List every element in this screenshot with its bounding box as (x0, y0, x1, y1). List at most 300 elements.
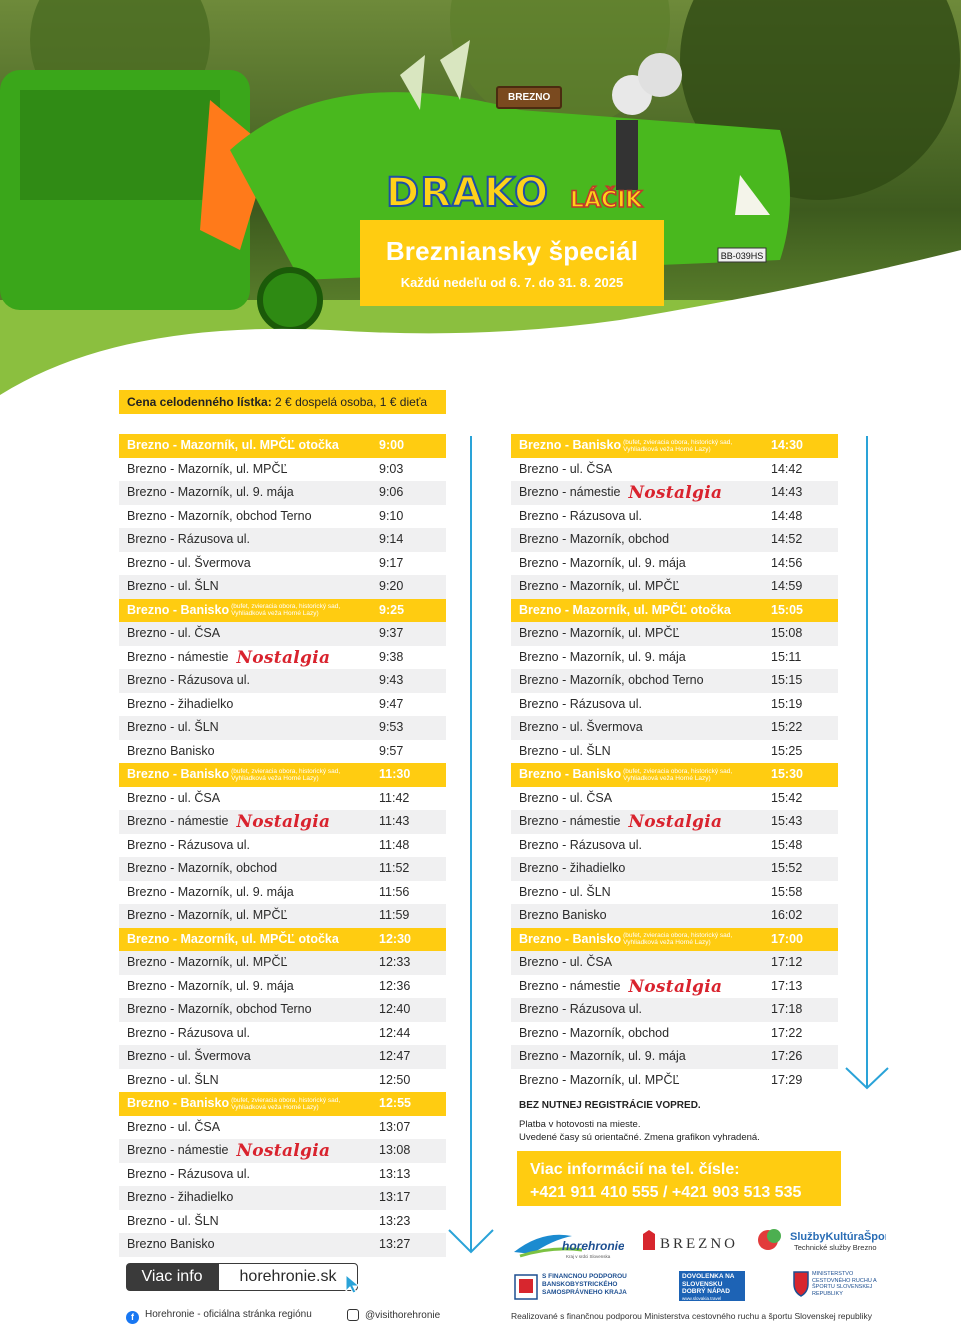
timetable-row (119, 881, 446, 905)
stop-name: Brezno - Mazorník, obchod (127, 861, 278, 875)
departure-time: 17:00 (771, 931, 803, 946)
timetable-row (119, 1163, 446, 1187)
departure-time: 17:29 (771, 1072, 803, 1087)
instagram-label: @visithorehronie (365, 1310, 441, 1321)
page-title: Brezniansky špeciál (385, 236, 639, 266)
banisko-note: (bufet, zvieracia obora, historický sad, Vyhliadková veža Horné Lazy) (231, 767, 341, 782)
timetable-row (511, 787, 838, 811)
stop-cell (127, 434, 339, 458)
stop-name: Brezno - Mazorník, ul. 9. mája (519, 555, 686, 570)
departure-time: 9:57 (379, 743, 404, 758)
timetable-row (119, 552, 446, 576)
stop-cell (519, 528, 669, 552)
departure-time: 13:27 (379, 1237, 411, 1251)
stop-cell (127, 834, 250, 858)
timetable-row (511, 881, 838, 905)
stop-name: Brezno - námestie (127, 1143, 229, 1157)
logo-lacik-text: LÁČIK (570, 188, 643, 213)
departure-time: 13:07 (379, 1119, 411, 1134)
horehronie-logo-tagline: Kraj v srdci Slovenska (566, 1254, 611, 1259)
timetable-row (511, 552, 838, 576)
timetable-row (511, 716, 838, 740)
stop-cell (127, 857, 277, 881)
disclaimer-text: Uvedené časy sú orientačné. Zmena grafikon vyhradená. (519, 1132, 760, 1143)
ministry-logo (792, 1270, 888, 1304)
stop-name: Brezno - Mazorník, ul. MPČĽ (127, 955, 288, 969)
timetable-departure-row (119, 1092, 446, 1116)
departure-time: 15:43 (771, 814, 803, 828)
timetable-row (511, 481, 838, 505)
brezno-sign: BREZNO (496, 86, 562, 109)
timetable-departure-row (511, 434, 838, 458)
timetable-row (119, 481, 446, 505)
timetable-row (119, 458, 446, 482)
stop-cell (519, 434, 755, 458)
stop-cell (127, 669, 250, 693)
departure-time: 11:43 (379, 814, 410, 828)
stop-cell (519, 998, 642, 1022)
stop-cell (519, 787, 612, 811)
stop-cell (127, 928, 339, 952)
stop-name: Brezno - Banisko (127, 1096, 230, 1110)
stop-name: Brezno - Rázusova ul. (127, 1166, 250, 1181)
stop-cell (127, 787, 220, 811)
departure-time: 15:25 (771, 743, 803, 758)
timetable-row (511, 528, 838, 552)
timetable-row (511, 669, 838, 693)
stop-name: Brezno - ul. ČSA (127, 1119, 221, 1134)
departure-time: 12:47 (379, 1049, 411, 1063)
timetable-row (119, 693, 446, 717)
stop-name: Brezno - Mazorník, ul. 9. mája (127, 978, 294, 993)
departure-time: 12:36 (379, 978, 411, 993)
stop-cell (127, 1045, 251, 1069)
stop-cell (519, 1069, 679, 1093)
timetable-row (511, 1069, 838, 1093)
timetable-row (119, 1022, 446, 1046)
stop-cell (127, 881, 294, 905)
timetable-departure-row (511, 599, 838, 623)
brezno-logo (640, 1228, 744, 1254)
banisko-note: (bufet, zvieracia obora, historický sad, Vyhliadková veža Horné Lazy) (623, 438, 733, 453)
departure-time: 13:23 (379, 1213, 411, 1228)
departure-time: 14:48 (771, 508, 803, 523)
departure-time: 14:42 (771, 461, 803, 476)
stop-name: Brezno - námestie (127, 649, 229, 664)
stop-cell (519, 693, 642, 717)
stop-cell (519, 951, 612, 975)
departure-time: 17:22 (771, 1025, 803, 1040)
departure-time: 12:50 (379, 1072, 411, 1087)
departure-time: 11:52 (379, 861, 410, 875)
payment-text: Platba v hotovosti na mieste. (519, 1119, 641, 1130)
nostalgia-logo: Nostalgia (236, 1141, 331, 1161)
timetable-departure-row (119, 928, 446, 952)
stop-cell (519, 810, 722, 835)
timetable-row (511, 575, 838, 599)
stop-cell (519, 646, 686, 670)
departure-time: 16:02 (771, 908, 803, 922)
stop-name: Brezno - Rázusova ul. (519, 837, 642, 852)
timetable-row (119, 904, 446, 928)
timetable-row (119, 810, 446, 834)
ticket-price-value: 2 € dospelá osoba, 1 € dieťa (275, 395, 427, 409)
stop-name: Brezno - žihadielko (127, 1190, 234, 1204)
timetable-row (511, 834, 838, 858)
departure-time: 14:56 (771, 555, 803, 570)
timetable-row (119, 975, 446, 999)
title-badge (360, 220, 664, 306)
stop-cell (519, 481, 722, 506)
page-subtitle: Každú nedeľu od 6. 7. do 31. 8. 2025 (400, 275, 624, 290)
ministry-logo-text: MINISTERSTVO CESTOVNÉHO RUCHU A ŠPORTU SLOVENSKEJ REPUBLIKY (812, 1271, 877, 1297)
departure-time: 13:13 (379, 1166, 411, 1181)
timetable-row (511, 810, 838, 834)
timetable-row (511, 693, 838, 717)
stop-cell (519, 740, 611, 764)
departure-time: 15:05 (771, 602, 803, 617)
departure-time: 15:15 (771, 673, 803, 687)
timetable-row (511, 1045, 838, 1069)
timetable-row (119, 669, 446, 693)
timetable-row (119, 834, 446, 858)
timetable-row (511, 857, 838, 881)
license-plate: BB-039HS (720, 251, 764, 261)
timetable-row (119, 528, 446, 552)
departure-time: 15:22 (771, 720, 803, 734)
departure-time: 17:13 (771, 978, 803, 993)
departure-time: 14:52 (771, 532, 803, 546)
stop-cell (127, 481, 294, 505)
stop-name: Brezno - ul. ŠLN (127, 1072, 219, 1087)
stop-name: Brezno - ul. Švermova (519, 720, 643, 734)
stop-name: Brezno - Rázusova ul. (519, 1002, 642, 1016)
departure-time: 9:03 (379, 461, 404, 476)
stop-name: Brezno - ul. ŠLN (127, 1213, 219, 1228)
stop-cell (127, 998, 312, 1022)
stop-name: Brezno - ul. Švermova (127, 1049, 251, 1063)
timetable-departure-row (511, 763, 838, 787)
banisko-note: (bufet, zvieracia obora, historický sad, Vyhliadková veža Horné Lazy) (623, 932, 733, 947)
direction-arrow-left (445, 436, 497, 1256)
sks-logo-text: SlužbyKultúraŠport (790, 1231, 886, 1243)
stop-name: Brezno - žihadielko (127, 696, 234, 711)
departure-time: 14:59 (771, 579, 803, 593)
timetable-row (511, 975, 838, 999)
hero-banner (0, 0, 961, 420)
departure-time: 9:17 (379, 555, 404, 570)
timetable-row (511, 458, 838, 482)
stop-name: Brezno - ul. ŠLN (127, 720, 219, 734)
timetable-row (119, 716, 446, 740)
stop-name: Brezno - Banisko (127, 602, 230, 617)
departure-time: 9:25 (379, 602, 405, 617)
departure-time: 15:11 (771, 649, 802, 664)
stop-name: Brezno - Mazorník, ul. 9. mája (519, 1049, 686, 1063)
website-link[interactable]: horehronie.sk (218, 1263, 358, 1291)
departure-time: 12:30 (379, 931, 411, 946)
stop-cell (519, 928, 755, 952)
departure-time: 9:10 (379, 508, 404, 523)
stop-cell (519, 716, 643, 740)
departure-time: 17:18 (771, 1002, 803, 1016)
stop-cell (127, 951, 287, 975)
bbsk-logo-text: S FINANČNOU PODPOROU BANSKOBYSTRICKÉHO SAMOSPRÁVNEHO KRAJA (542, 1273, 627, 1296)
stop-name: Brezno - Banisko (127, 767, 230, 781)
direction-arrow-right (843, 436, 893, 1092)
stop-name: Brezno - Mazorník, ul. 9. mája (127, 884, 294, 899)
stop-name: Brezno - Mazorník, ul. MPČĽ (519, 579, 680, 593)
stop-cell (519, 857, 625, 881)
stop-cell (127, 1069, 219, 1093)
stop-name: Brezno Banisko (519, 908, 607, 922)
more-info-box[interactable] (126, 1263, 356, 1291)
stop-cell (127, 904, 287, 928)
departure-time: 15:42 (771, 790, 803, 805)
departure-time: 11:42 (379, 790, 410, 805)
timetable-row (119, 622, 446, 646)
timetable-left (119, 434, 446, 1257)
stop-name: Brezno - námestie (519, 978, 621, 993)
timetable-row (119, 857, 446, 881)
stop-name: Brezno - námestie (127, 814, 229, 828)
stop-cell (519, 505, 642, 529)
stop-name: Brezno - ul. ŠLN (519, 884, 611, 899)
departure-time: 14:43 (771, 485, 803, 499)
departure-time: 11:48 (379, 837, 410, 852)
facebook-icon: f (126, 1311, 139, 1324)
phone-box (517, 1151, 841, 1206)
stop-name: Brezno - Banisko (519, 767, 622, 781)
departure-time: 9:38 (379, 649, 404, 664)
departure-time: 12:40 (379, 1002, 411, 1016)
stop-name: Brezno - Mazorník, obchod Terno (127, 508, 312, 523)
stop-cell (519, 904, 607, 928)
stop-name: Brezno - Mazorník, ul. MPČĽ (519, 626, 680, 640)
nostalgia-logo: Nostalgia (236, 812, 331, 832)
logo-drako-text: DRAKO (386, 170, 550, 216)
departure-time: 9:53 (379, 720, 404, 734)
departure-time: 9:47 (379, 696, 404, 711)
stop-cell (127, 1163, 250, 1187)
departure-time: 12:55 (379, 1096, 411, 1110)
departure-time: 17:12 (771, 955, 803, 969)
timetable-departure-row (511, 928, 838, 952)
dovolenka-logo-text: DOVOLENKA NA SLOVENSKU DOBRÝ NÁPAD (682, 1273, 735, 1295)
stop-cell (127, 1139, 330, 1164)
horehronie-logo (512, 1226, 624, 1260)
instagram-link[interactable] (347, 1309, 440, 1321)
stop-cell (127, 1022, 250, 1046)
departure-time: 13:17 (379, 1190, 411, 1204)
stop-cell (127, 763, 363, 787)
departure-time: 11:59 (379, 908, 410, 922)
stop-name: Brezno - ul. Švermova (127, 555, 251, 570)
timetable-row (119, 1116, 446, 1140)
stop-cell (127, 622, 220, 646)
stop-name: Brezno - Rázusova ul. (127, 837, 250, 852)
timetable-row (511, 740, 838, 764)
drakolacik-logo (358, 92, 668, 230)
stop-name: Brezno - Banisko (519, 438, 622, 452)
stop-name: Brezno - Mazorník, ul. MPČĽ otočka (127, 931, 339, 946)
timetable-row (119, 575, 446, 599)
ticket-price-label: Cena celodenného lístka: (127, 395, 272, 409)
timetable-row (511, 505, 838, 529)
timetable-row (119, 1186, 446, 1210)
brezno-logo-text: BREZNO (660, 1236, 738, 1252)
no-registration-text: BEZ NUTNEJ REGISTRÁCIE VOPRED. (519, 1100, 701, 1111)
nostalgia-logo: Nostalgia (628, 976, 723, 997)
stop-name: Brezno - Mazorník, ul. MPČĽ (127, 908, 288, 922)
dovolenka-logo (679, 1271, 745, 1301)
stop-cell (127, 646, 330, 671)
stop-name: Brezno - Mazorník, obchod Terno (519, 673, 704, 687)
stop-name: Brezno - Rázusova ul. (127, 532, 250, 546)
dovolenka-logo-url: www.slovakia.travel (682, 1295, 722, 1301)
departure-time: 15:48 (771, 837, 803, 852)
stop-cell (127, 599, 363, 623)
facebook-link[interactable] (126, 1309, 312, 1324)
stop-name: Brezno - Mazorník, ul. 9. mája (519, 649, 686, 664)
stop-name: Brezno - Rázusova ul. (519, 696, 642, 711)
timetable-row (119, 1233, 446, 1257)
timetable-row (119, 1210, 446, 1234)
nostalgia-logo: Nostalgia (236, 647, 331, 668)
timetable-row (119, 1139, 446, 1163)
stop-cell (127, 810, 330, 835)
timetable-row (511, 904, 838, 928)
banisko-note: (bufet, zvieracia obora, historický sad, Vyhliadková veža Horné Lazy) (231, 603, 341, 618)
departure-time: 9:14 (379, 532, 404, 546)
stop-name: Brezno - Mazorník, ul. 9. mája (127, 485, 294, 499)
ticket-price-bar (119, 390, 446, 414)
nostalgia-logo: Nostalgia (628, 483, 723, 503)
facebook-label: Horehronie - oficiálna stránka regiónu (145, 1309, 312, 1320)
stop-cell (127, 716, 219, 740)
timetable-row (511, 622, 838, 646)
stop-name: Brezno - ul. ČSA (519, 790, 613, 805)
timetable-row (119, 787, 446, 811)
stop-cell (127, 505, 312, 529)
timetable-row (511, 951, 838, 975)
timetable-row (511, 1022, 838, 1046)
stop-cell (519, 552, 686, 576)
stop-cell (127, 693, 233, 717)
departure-time: 15:52 (771, 861, 803, 875)
timetable-row (119, 998, 446, 1022)
departure-time: 9:37 (379, 626, 404, 640)
stop-cell (127, 552, 251, 576)
stop-name: Brezno - Mazorník, ul. MPČĽ (127, 461, 288, 476)
stop-cell (519, 834, 642, 858)
more-info-label: Viac info (126, 1263, 218, 1291)
departure-time: 13:08 (379, 1143, 411, 1157)
departure-time: 15:19 (771, 696, 803, 711)
stop-name: Brezno - námestie (519, 485, 621, 499)
timetable-row (119, 505, 446, 529)
stop-cell (127, 575, 219, 599)
stop-cell (519, 599, 731, 623)
stop-cell (127, 975, 294, 999)
stop-name: Brezno - ul. ČSA (519, 955, 613, 969)
stop-name: Brezno - Rázusova ul. (127, 1025, 250, 1040)
phone-numbers[interactable]: +421 911 410 555 / +421 903 513 535 (530, 1184, 802, 1201)
stop-name: Brezno - Banisko (519, 931, 622, 946)
timetable-row (119, 951, 446, 975)
stop-name: Brezno - Mazorník, ul. MPČĽ (519, 1072, 680, 1087)
timetable-row (119, 1069, 446, 1093)
stop-cell (519, 669, 704, 693)
departure-time: 9:43 (379, 673, 404, 687)
timetable-departure-row (119, 763, 446, 787)
stop-cell (127, 528, 250, 552)
departure-time: 9:06 (379, 485, 404, 499)
departure-time: 11:56 (379, 884, 410, 899)
departure-time: 15:30 (771, 767, 803, 781)
departure-time: 17:26 (771, 1049, 803, 1063)
stop-cell (127, 1186, 233, 1210)
timetable-departure-row (119, 599, 446, 623)
stop-name: Brezno - Rázusova ul. (519, 508, 642, 523)
sks-logo-subtext: Technické služby Brezno (794, 1243, 877, 1252)
timetable-row (511, 998, 838, 1022)
stop-name: Brezno - žihadielko (519, 861, 626, 875)
timetable-departure-row (119, 434, 446, 458)
stop-cell (519, 763, 755, 787)
stop-name: Brezno - ul. ČSA (519, 461, 613, 476)
stop-name: Brezno - Mazorník, ul. MPČĽ otočka (127, 438, 339, 452)
departure-time: 11:30 (379, 767, 411, 781)
bbsk-logo (514, 1272, 640, 1302)
departure-time: 9:00 (379, 438, 405, 452)
stop-name: Brezno - Mazorník, obchod (519, 1025, 670, 1040)
footer-note: Realizované s finančnou podporou Ministerstva cestovného ruchu a športu Slovenskej republiky (511, 1311, 872, 1321)
phone-label: Viac informácií na tel. čísle: (530, 1161, 740, 1178)
stop-cell (127, 1210, 219, 1234)
stop-cell (127, 1116, 220, 1140)
stop-cell (127, 1092, 363, 1116)
stop-name: Brezno Banisko (127, 743, 215, 758)
info-block (519, 1100, 849, 1145)
timetable-row (511, 646, 838, 670)
banisko-note: (bufet, zvieracia obora, historický sad, Vyhliadková veža Horné Lazy) (231, 1096, 341, 1111)
stop-cell (127, 458, 287, 482)
banisko-note: (bufet, zvieracia obora, historický sad, Vyhliadková veža Horné Lazy) (623, 767, 733, 782)
stop-cell (127, 1233, 215, 1257)
timetable-row (119, 646, 446, 670)
stop-name: Brezno - Mazorník, ul. MPČĽ otočka (519, 602, 731, 617)
stop-cell (519, 881, 611, 905)
departure-time: 12:44 (379, 1025, 411, 1040)
stop-name: Brezno - námestie (519, 814, 621, 828)
stop-cell (519, 975, 722, 1000)
stop-cell (519, 622, 679, 646)
nostalgia-logo: Nostalgia (628, 812, 723, 832)
cursor-icon (344, 1273, 362, 1295)
stop-name: Brezno - ul. ČSA (127, 626, 221, 640)
stop-name: Brezno - ul. ČSA (127, 790, 221, 805)
stop-name: Brezno - ul. ŠLN (519, 743, 611, 758)
stop-name: Brezno Banisko (127, 1237, 215, 1251)
timetable-row (119, 740, 446, 764)
departure-time: 14:30 (771, 438, 803, 452)
stop-cell (519, 1022, 669, 1046)
departure-time: 15:08 (771, 626, 803, 640)
stop-cell (519, 1045, 686, 1069)
stop-cell (127, 740, 215, 764)
stop-cell (519, 458, 612, 482)
